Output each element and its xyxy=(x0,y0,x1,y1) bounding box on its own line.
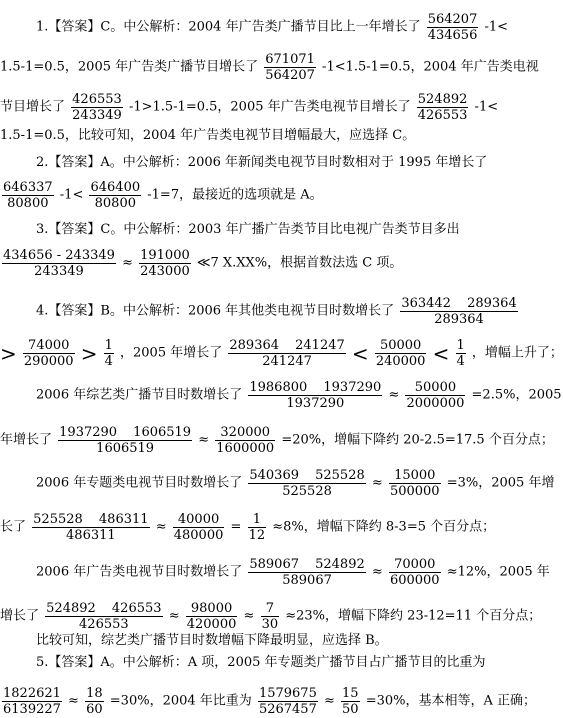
fraction: $\frac{524892}{426553}$ xyxy=(417,92,468,123)
fraction: $\frac{15000}{500000}$ xyxy=(389,468,440,499)
answer-1-line-1: 1.【答案】C。中公解析：2004 年广告类广播节目比上一年增长了 $\frac{564207}{434656}$ -1< xyxy=(36,12,509,43)
fraction: $\frac{540369 525528}{525528}$ xyxy=(249,468,365,499)
answer-4-line-2: > $\frac{74000}{290000}$ > $\frac{1}{4}$ ，2005 年增长了 $\frac{289364 241247}{241247}$ < $\frac{50000}{240000}$ < $\frac{1}{4}$ ，增幅上升了； xyxy=(0,338,563,369)
fraction: $\frac{191000}{243000}$ xyxy=(140,248,190,279)
fraction: $\frac{1937290 1606519}{1606519}$ xyxy=(59,425,192,456)
answer-1-line-3: 节目增长了 $\frac{426553}{243349}$ -1>1.5-1=0.5，2005 年广告类电视节目增长了 $\frac{524892}{426553}$ -1< xyxy=(0,92,499,123)
answer-4-line-7: 2006 年广告类电视节目时数增长了 $\frac{589067 524892}{589067}$ ≈ $\frac{70000}{600000}$ ≈12%，2005 年 xyxy=(36,557,550,588)
answer-5-line-1: 5.【答案】A。中公解析：A 项，2005 年专题类广播节目占广播节目的比重为 xyxy=(36,655,486,670)
fraction: $\frac{363442 289364}{289364}$ xyxy=(401,296,517,327)
fraction: $\frac{7}{30}$ xyxy=(261,601,279,632)
fraction: $\frac{1}{4}$ xyxy=(456,338,465,369)
fraction: $\frac{74000}{290000}$ xyxy=(23,338,74,369)
fraction: $\frac{646400}{80800}$ xyxy=(90,180,141,211)
fraction: $\frac{18}{60}$ xyxy=(86,686,103,717)
fraction: $\frac{1}{12}$ xyxy=(248,512,266,543)
answer-5-line-2: $\frac{1822621}{6139227}$ ≈ $\frac{18}{60}$ =30%，2004 年比重为 $\frac{1579675}{5267457}$ ≈ $\frac{15}{50}$ =30%，基本相等，A 正确； xyxy=(3,686,537,717)
answer-4-conclusion: 比较可知，综艺类广播节目时数增幅下降最明显，应选择 B。 xyxy=(36,633,388,648)
fraction: $\frac{1986800 1937290}{1937290}$ xyxy=(249,380,382,411)
fraction: $\frac{15}{50}$ xyxy=(342,686,359,717)
answer-1-line-4: 1.5-1=0.5，比较可知，2004 年广告类电视节目增幅最大，应选择 C。 xyxy=(0,128,416,143)
fraction: $\frac{40000}{480000}$ xyxy=(173,512,224,543)
fraction: $\frac{589067 524892}{589067}$ xyxy=(249,557,365,588)
answer-3-line-2: $\frac{434656 - 243349}{243349}$ ≈ $\frac{191000}{243000}$ ≪7 X.XX%，根据首数法选 C 项。 xyxy=(3,248,403,279)
answer-4-line-8: 增长了 $\frac{524892 426553}{426553}$ ≈ $\frac{98000}{420000}$ ≈ $\frac{7}{30}$ ≈23%，增幅下降约 23-12=11 个百分点； xyxy=(0,601,542,632)
fraction: $\frac{426553}{243349}$ xyxy=(72,92,122,123)
fraction: $\frac{50000}{2000000}$ xyxy=(406,380,465,411)
answer-4-line-6: 长了 $\frac{525528 486311}{486311}$ ≈ $\frac{40000}{480000}$ = $\frac{1}{12}$ ≈8%，增幅下降约 8-3=5 个百分点； xyxy=(0,512,496,543)
fraction: $\frac{50000}{240000}$ xyxy=(375,338,426,369)
fraction: $\frac{320000}{1600000}$ xyxy=(216,425,275,456)
answer-4-line-3: 2006 年综艺类广播节目时数增长了 $\frac{1986800 1937290}{1937290}$ ≈ $\frac{50000}{2000000}$ =2.5%，2005 xyxy=(36,380,562,411)
answer-2-line-1: 2.【答案】A。中公解析：2006 年新闻类电视节目时数相对于 1995 年增长了 xyxy=(36,155,488,170)
answer-2-line-2: $\frac{646337}{80800}$ -1< $\frac{646400}{80800}$ -1=7，最接近的选项就是 A。 xyxy=(3,180,323,211)
fraction: $\frac{289364 241247}{241247}$ xyxy=(229,338,345,369)
fraction: $\frac{98000}{420000}$ xyxy=(186,601,237,632)
answer-4-line-5: 2006 年专题类电视节目时数增长了 $\frac{540369 525528}{525528}$ ≈ $\frac{15000}{500000}$ =3%，2005 年增 xyxy=(36,468,555,499)
fraction: $\frac{524892 426553}{426553}$ xyxy=(46,601,162,632)
fraction: $\frac{1}{4}$ xyxy=(104,338,113,369)
fraction: $\frac{646337}{80800}$ xyxy=(3,180,53,211)
fraction: $\frac{564207}{434656}$ xyxy=(427,12,478,43)
fraction: $\frac{1579675}{5267457}$ xyxy=(258,686,317,717)
answer-3-line-1: 3.【答案】C。中公解析：2003 年广播广告类节目比电视广告类节目多出 xyxy=(36,222,460,237)
fraction: $\frac{525528 486311}{486311}$ xyxy=(33,512,149,543)
fraction: $\frac{70000}{600000}$ xyxy=(389,557,440,588)
fraction: $\frac{1822621}{6139227}$ xyxy=(3,686,61,717)
fraction: $\frac{434656 - 243349}{243349}$ xyxy=(3,248,115,279)
answer-1-line-2: 1.5-1=0.5，2005 年广告类广播节目增长了 $\frac{671071}{564207}$ -1<1.5-1=0.5，2004 年广告类电视 xyxy=(0,52,539,83)
answer-4-line-4: 年增长了 $\frac{1937290 1606519}{1606519}$ ≈ $\frac{320000}{1600000}$ =20%，增幅下降约 20-2.5=17.5 个百分点； xyxy=(0,425,554,456)
answer-4-line-1: 4.【答案】B。中公解析：2006 年其他类电视节目时数增长了 $\frac{363442 289364}{289364}$ xyxy=(36,296,517,327)
fraction: $\frac{671071}{564207}$ xyxy=(265,52,315,83)
